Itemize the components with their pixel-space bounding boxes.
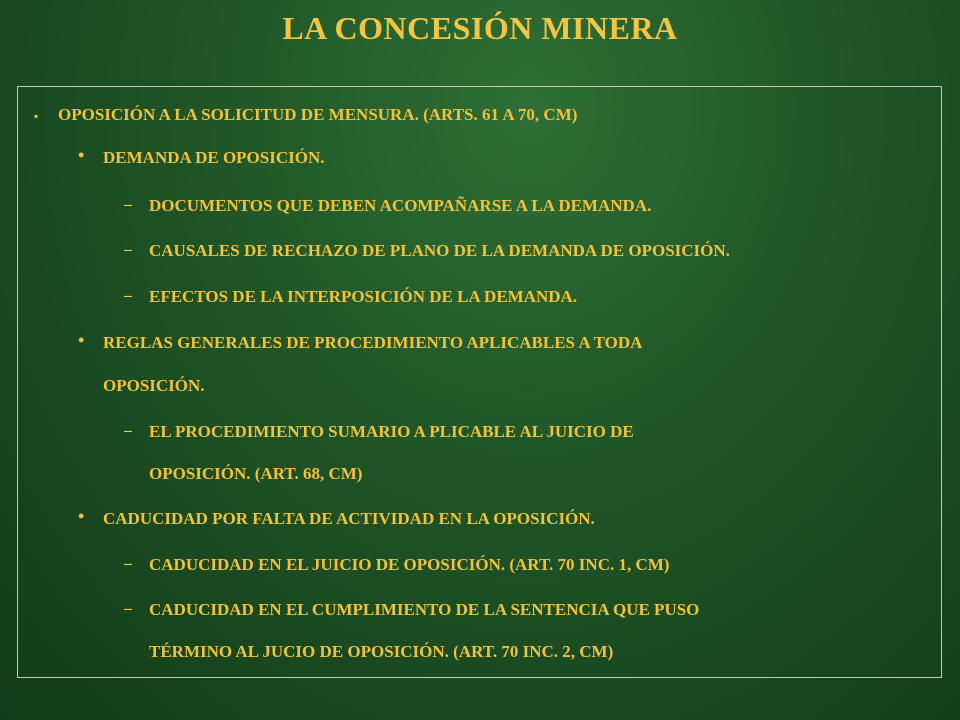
square-bullet-icon: ▪ (34, 109, 39, 123)
dash-bullet-icon: – (124, 555, 132, 572)
sub-list-item: EFECTOS DE LA INTERPOSICIÓN DE LA DEMANDA. (149, 287, 578, 306)
sub-list-item: DOCUMENTOS QUE DEBEN ACOMPAÑARSE A LA DEMANDA. (149, 196, 652, 215)
list-item-continued: OPOSICIÓN. (103, 376, 205, 395)
bullet-icon: • (78, 330, 85, 350)
dash-bullet-icon: – (124, 600, 132, 617)
sub-list-item: EL PROCEDIMIENTO SUMARIO A PLICABLE AL JUICIO DE (149, 422, 634, 441)
bullet-icon: • (78, 145, 85, 165)
list-item: CADUCIDAD POR FALTA DE ACTIVIDAD EN LA OPOSICIÓN. (103, 509, 595, 528)
dash-bullet-icon: – (124, 196, 132, 213)
sub-list-item-continued: OPOSICIÓN. (ART. 68, CM) (149, 464, 363, 483)
sub-list-item: CAUSALES DE RECHAZO DE PLANO DE LA DEMANDA DE OPOSICIÓN. (149, 241, 730, 260)
dash-bullet-icon: – (124, 287, 132, 304)
section-heading: OPOSICIÓN A LA SOLICITUD DE MENSURA. (ARTS. 61 A 70, CM) (58, 105, 578, 124)
bullet-icon: • (78, 506, 85, 526)
sub-list-item-continued: TÉRMINO AL JUCIO DE OPOSICIÓN. (ART. 70 INC. 2, CM) (149, 642, 614, 661)
sub-list-item: CADUCIDAD EN EL CUMPLIMIENTO DE LA SENTENCIA QUE PUSO (149, 600, 700, 619)
list-item: DEMANDA DE OPOSICIÓN. (103, 148, 325, 167)
dash-bullet-icon: – (124, 241, 132, 258)
slide-title: LA CONCESIÓN MINERA (282, 10, 678, 46)
list-item: REGLAS GENERALES DE PROCEDIMIENTO APLICABLES A TODA (103, 333, 643, 352)
dash-bullet-icon: – (124, 422, 132, 439)
sub-list-item: CADUCIDAD EN EL JUICIO DE OPOSICIÓN. (ART. 70 INC. 1, CM) (149, 555, 670, 574)
